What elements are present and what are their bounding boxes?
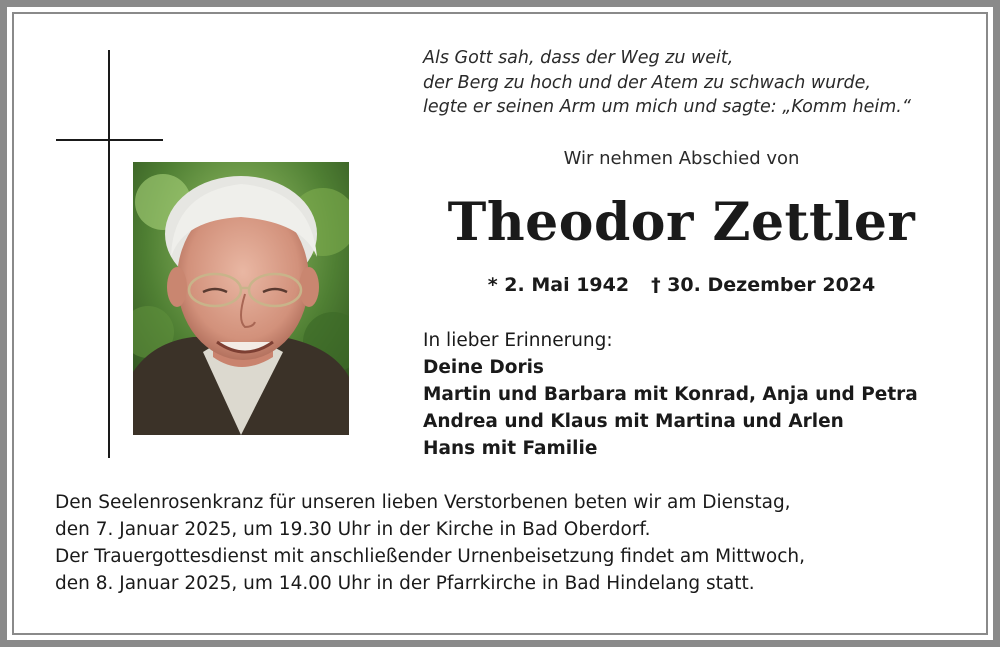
memory-label: In lieber Erinnerung:	[423, 330, 613, 351]
farewell-intro: Wir nehmen Abschied von	[563, 148, 800, 169]
service-line: den 8. Januar 2025, um 14.00 Uhr in der Pfarrkirche in Bad Hindelang statt.	[55, 573, 755, 594]
cross-icon-horizontal	[56, 139, 163, 141]
mourner: Andrea und Klaus mit Martina und Arlen	[423, 411, 844, 432]
life-dates	[423, 271, 940, 299]
service-info	[55, 489, 975, 597]
mourners-list	[423, 354, 983, 462]
mourner: Deine Doris	[423, 357, 544, 378]
death-date: † 30. Dezember 2024	[651, 274, 876, 296]
birth-date: * 2. Mai 1942	[487, 274, 630, 296]
deceased-name: Theodor Zettler	[447, 192, 916, 253]
mourner: Martin und Barbara mit Konrad, Anja und Petra	[423, 384, 918, 405]
cross-icon-vertical	[108, 50, 110, 458]
service-line: Der Trauergottesdienst mit anschließender Urnenbeisetzung findet am Mittwoch,	[55, 546, 805, 567]
portrait-photo	[133, 162, 349, 435]
service-line: den 7. Januar 2025, um 19.30 Uhr in der Kirche in Bad Oberdorf.	[55, 519, 651, 540]
poem-line: der Berg zu hoch und der Atem zu schwach wurde,	[423, 72, 871, 93]
poem-line: legte er seinen Arm um mich und sagte: „Komm heim.“	[423, 97, 911, 117]
poem	[423, 46, 963, 120]
mourners-block	[423, 327, 983, 462]
mourner: Hans mit Familie	[423, 438, 598, 459]
service-line: Den Seelenrosenkranz für unseren lieben Verstorbenen beten wir am Dienstag,	[55, 492, 791, 513]
poem-line: Als Gott sah, dass der Weg zu weit,	[423, 48, 734, 68]
